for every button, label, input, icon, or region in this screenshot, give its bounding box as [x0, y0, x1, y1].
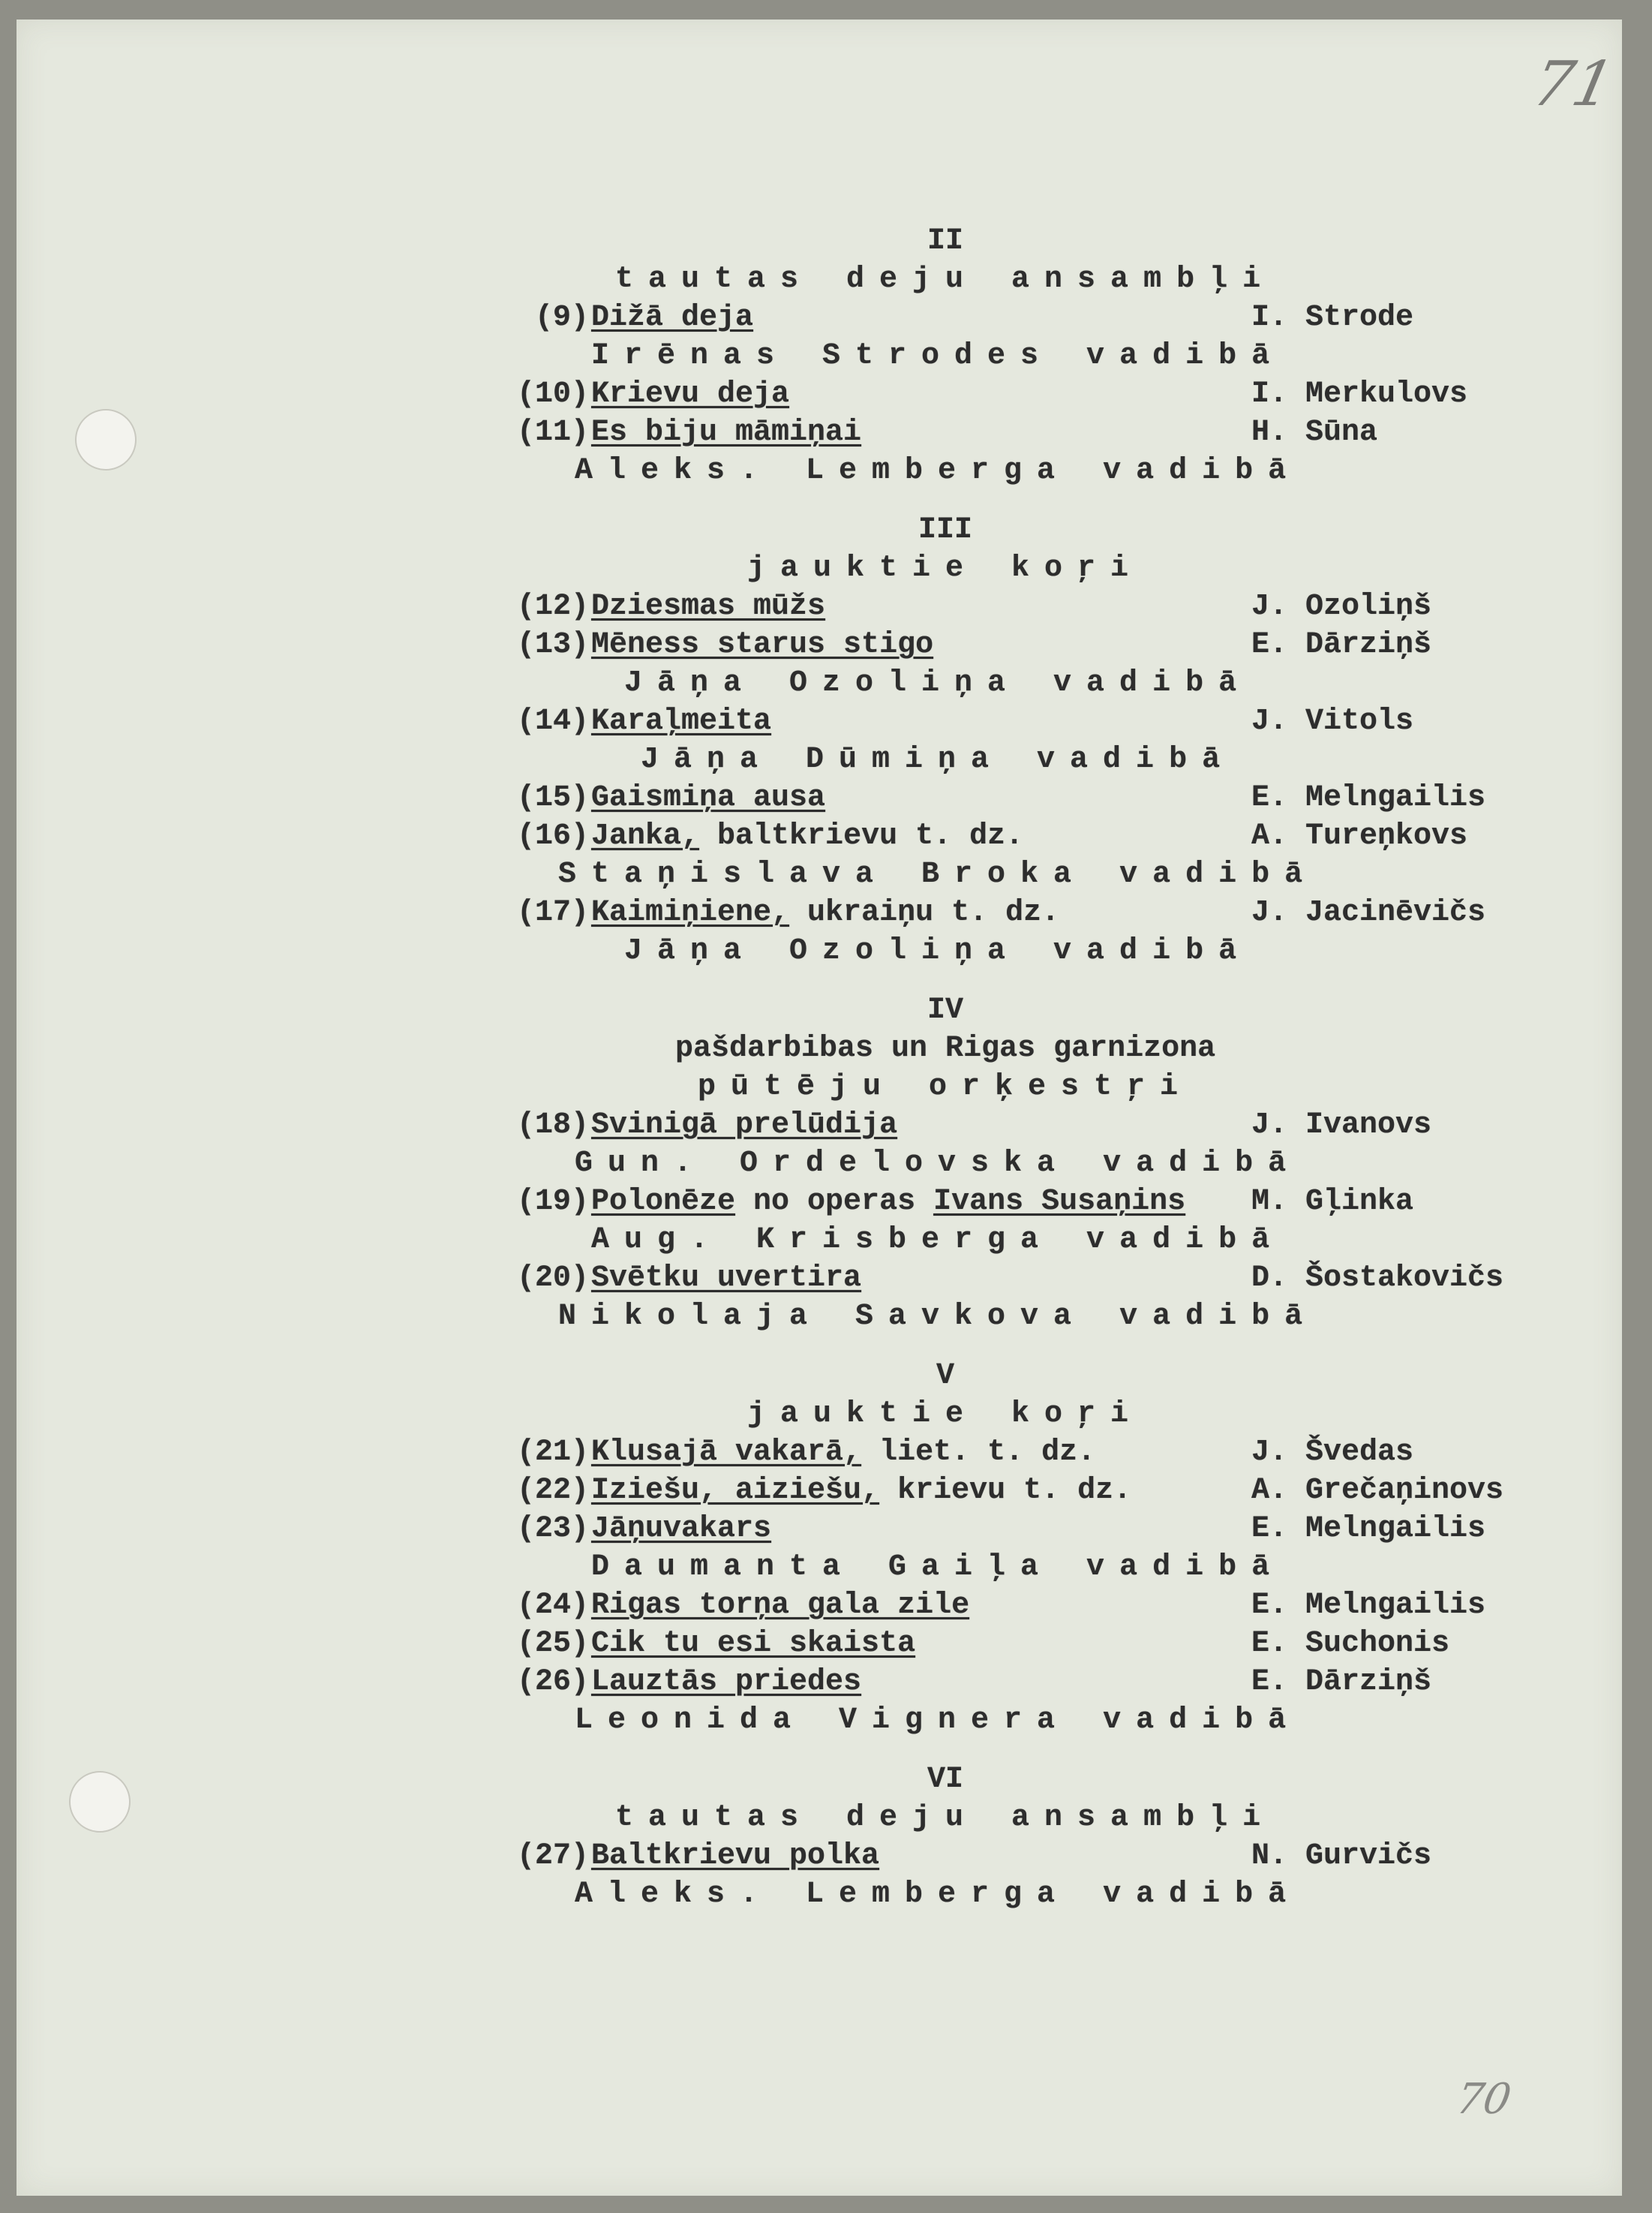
composer-name: E. Dārziņš	[1251, 1665, 1432, 1700]
piece-title: Dziesmas mūžs	[591, 590, 826, 624]
piece-title: Rigas torņa gala zile	[591, 1589, 970, 1623]
section-numeral: V	[936, 1359, 955, 1394]
piece-note: krievu t. dz.	[879, 1474, 1132, 1508]
item-title	[591, 1261, 861, 1297]
composer-name: M. Gļinka	[1251, 1185, 1414, 1219]
item-title	[591, 1108, 897, 1144]
item-number: (18)	[517, 1108, 590, 1143]
piece-note: baltkrievu t. dz.	[699, 819, 1024, 854]
punch-hole-bottom	[69, 1771, 131, 1833]
item-title	[591, 589, 825, 625]
item-number: (22)	[517, 1474, 590, 1508]
item-number: (24)	[517, 1589, 590, 1623]
section-heading: tautas deju ansambļi	[615, 263, 1276, 296]
item-number: (19)	[517, 1185, 590, 1219]
composer-name: J. Ozoliņš	[1251, 590, 1432, 624]
item-number: (17)	[517, 896, 590, 931]
item-title	[591, 1839, 879, 1875]
conductor-line: Jāņa Ozoliņa vadibā	[624, 934, 1252, 969]
composer-name: A. Tureņkovs	[1251, 819, 1468, 854]
section-numeral: III	[918, 513, 973, 548]
composer-name: E. Melngailis	[1251, 1512, 1486, 1547]
conductor-line: Aleks. Lemberga vadibā	[575, 1878, 1302, 1912]
section-heading: jauktie koŗi	[747, 552, 1144, 586]
conductor-line: Aleks. Lemberga vadibā	[575, 454, 1302, 488]
composer-name: E. Melngailis	[1251, 1589, 1486, 1623]
piece-note: no operas	[735, 1185, 934, 1219]
composer-name: E. Dārziņš	[1251, 628, 1432, 663]
composer-name: E. Suchonis	[1251, 1627, 1450, 1661]
handwritten-page-number-old: 70	[1452, 2075, 1515, 2124]
composer-name: D. Šostakovičs	[1251, 1261, 1504, 1296]
item-number: (13)	[517, 628, 590, 663]
section-heading: tautas deju ansambļi	[615, 1801, 1276, 1836]
piece-title: Gaismiņa ausa	[591, 781, 826, 816]
item-title	[591, 1664, 861, 1700]
item-number: (11)	[517, 416, 590, 450]
item-title	[591, 1626, 915, 1662]
piece-title: Cik tu esi skaista	[591, 1627, 916, 1661]
conductor-line: Leonida Vignera vadibā	[575, 1703, 1302, 1738]
item-title	[591, 377, 789, 413]
piece-title: Jāņuvakars	[591, 1512, 772, 1547]
piece-title: Klusajā vakarā,	[591, 1436, 862, 1470]
section-heading: pašdarbibas un Rigas garnizona	[675, 1032, 1216, 1066]
opera-title: Ivans Susaņins	[933, 1185, 1186, 1219]
piece-title: Polonēze	[591, 1185, 736, 1219]
composer-name: I. Strode	[1251, 301, 1414, 335]
item-title	[591, 1184, 1185, 1220]
item-title	[591, 1511, 771, 1547]
item-number: (20)	[517, 1261, 590, 1296]
conductor-line: Nikolaja Savkova vadibā	[558, 1300, 1318, 1334]
item-number: (27)	[517, 1839, 590, 1874]
conductor-line: Staņislava Broka vadibā	[558, 858, 1318, 892]
conductor-line: Aug. Krisberga vadibā	[591, 1223, 1285, 1258]
item-number: (14)	[517, 705, 590, 739]
item-title	[591, 895, 1059, 931]
conductor-line: Irēnas Strodes vadibā	[591, 339, 1285, 373]
composer-name: J. Jacinēvičs	[1251, 896, 1486, 931]
item-title	[591, 1588, 969, 1624]
composer-name: N. Gurvičs	[1251, 1839, 1432, 1874]
piece-title: Lauztās priedes	[591, 1665, 862, 1700]
conductor-line: Gun. Ordelovska vadibā	[575, 1147, 1302, 1181]
piece-title: Mēness starus stigo	[591, 628, 934, 663]
piece-title: Kaimiņiene,	[591, 896, 790, 931]
composer-name: A. Grečaņinovs	[1251, 1474, 1504, 1508]
item-title	[591, 704, 771, 740]
item-number: (25)	[517, 1627, 590, 1661]
piece-title: Iziešu, aiziešu,	[591, 1474, 880, 1508]
section-heading: jauktie koŗi	[747, 1397, 1144, 1432]
piece-title: Baltkrievu polka	[591, 1839, 880, 1874]
piece-title: Karaļmeita	[591, 705, 772, 739]
item-number: (21)	[517, 1436, 590, 1470]
piece-title: Svinigā prelūdija	[591, 1108, 898, 1143]
item-title	[591, 819, 1023, 855]
item-title	[591, 627, 933, 663]
item-number: (10)	[517, 377, 590, 411]
section-numeral: IV	[927, 994, 964, 1028]
item-number: (23)	[517, 1512, 590, 1547]
piece-title: Dižā deja	[591, 301, 754, 335]
section-numeral: II	[927, 224, 964, 258]
item-number: (12)	[517, 590, 590, 624]
punch-hole-top	[75, 409, 137, 471]
composer-name: E. Melngailis	[1251, 781, 1486, 816]
item-number: (16)	[517, 819, 590, 854]
item-title	[591, 300, 753, 336]
piece-title: Svētku uvertira	[591, 1261, 862, 1296]
item-title	[591, 1435, 1095, 1471]
composer-name: J. Vitols	[1251, 705, 1414, 739]
piece-note: ukraiņu t. dz.	[789, 896, 1060, 931]
item-number: (9)	[535, 301, 590, 335]
composer-name: J. Ivanovs	[1251, 1108, 1432, 1143]
item-number: (26)	[517, 1665, 590, 1700]
conductor-line: Daumanta Gaiļa vadibā	[591, 1550, 1285, 1585]
item-title	[591, 1473, 1131, 1509]
piece-note: liet. t. dz.	[861, 1436, 1096, 1470]
conductor-line: Jāņa Dūmiņa vadibā	[641, 743, 1236, 777]
piece-title: Es biju māmiņai	[591, 416, 862, 450]
conductor-line: Jāņa Ozoliņa vadibā	[624, 666, 1252, 701]
composer-name: I. Merkulovs	[1251, 377, 1468, 411]
handwritten-page-number: 71	[1526, 49, 1620, 120]
item-title	[591, 780, 825, 816]
composer-name: H. Sūna	[1251, 416, 1378, 450]
piece-title: Janka,	[591, 819, 700, 854]
section-numeral: VI	[927, 1763, 964, 1797]
piece-title: Krievu deja	[591, 377, 790, 411]
section-heading: pūtēju orķestŗi	[698, 1070, 1194, 1105]
composer-name: J. Švedas	[1251, 1436, 1414, 1470]
item-number: (15)	[517, 781, 590, 816]
item-title	[591, 415, 861, 451]
